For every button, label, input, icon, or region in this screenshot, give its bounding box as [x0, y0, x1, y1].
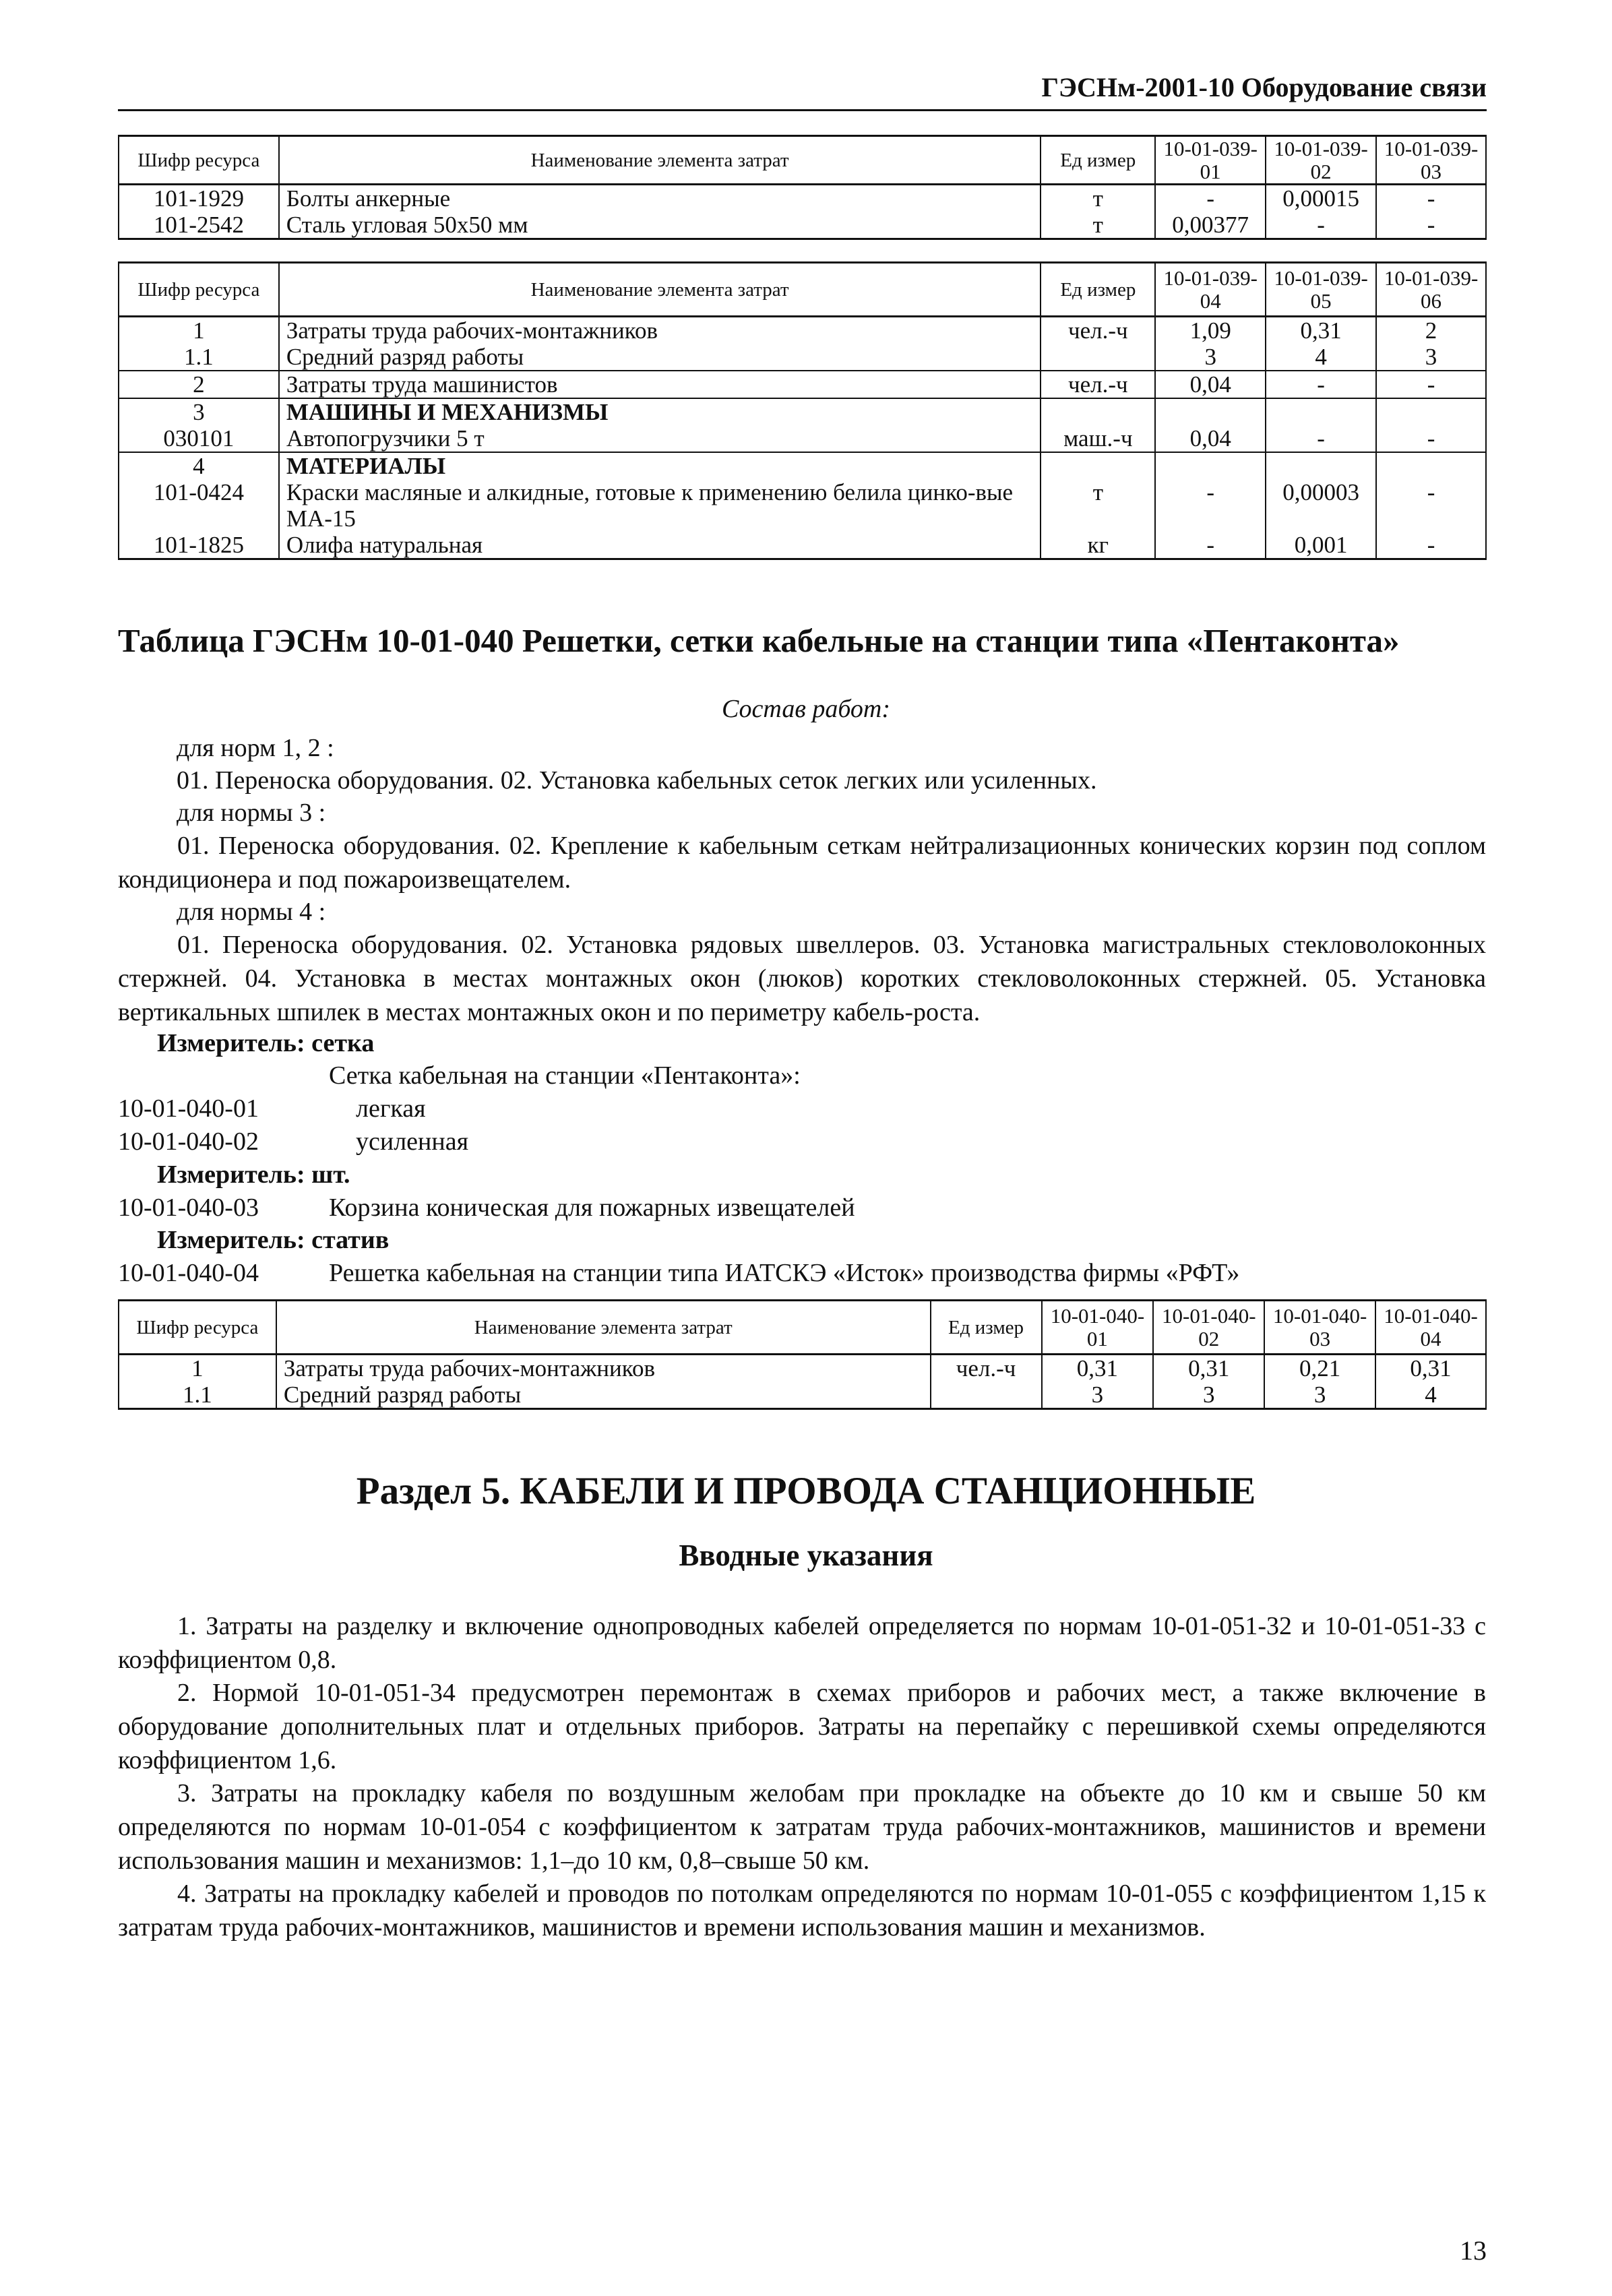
cell-code: 101-1929 — [119, 185, 279, 212]
cell-name: Автопогрузчики 5 т — [279, 425, 1041, 452]
table-row — [119, 398, 1486, 425]
header-name: Наименование элемента затрат — [279, 136, 1041, 185]
cell-unit: чел.-ч — [1041, 317, 1155, 344]
section-title: Раздел 5. КАБЕЛИ И ПРОВОДА СТАНЦИОННЫЕ — [356, 1470, 1256, 1512]
cell-value: 0,31 — [1375, 1355, 1486, 1382]
cell-code: 2 — [119, 371, 279, 398]
norm-code: 10-01-040-03 — [118, 1193, 259, 1222]
cell-unit: т — [1041, 185, 1155, 212]
measure-label: Измеритель: шт. — [157, 1160, 350, 1189]
norm-code: 10-01-040-01 — [118, 1094, 259, 1123]
header-norm: 10-01-040-04 — [1375, 1301, 1486, 1355]
header-norm: 10-01-040-03 — [1264, 1301, 1375, 1355]
cell-value — [1376, 452, 1486, 479]
cell-value: - — [1266, 212, 1376, 239]
header-name: Наименование элемента затрат — [276, 1301, 931, 1355]
table-row — [119, 452, 1486, 479]
instruction-item: 1. Затраты на разделку и включение однопроводных кабелей определяется по нормам 10-01-051-32 и 10-01-051-33 с коэффициентом 0,8. — [118, 1612, 1486, 1674]
cell-value: 0,31 — [1153, 1355, 1264, 1382]
cell-value: 3 — [1042, 1382, 1154, 1409]
table-row — [119, 317, 1486, 344]
cell-name: Краски масляные и алкидные, готовые к применению белила цинко-вые МА-15 — [279, 479, 1041, 532]
cell-unit — [1041, 452, 1155, 479]
cell-name: Затраты труда машинистов — [279, 371, 1041, 398]
cell-code: 1 — [119, 317, 279, 344]
cell-name: Сталь угловая 50х50 мм — [279, 212, 1041, 239]
table-row — [119, 479, 1486, 532]
cell-value: 0,31 — [1042, 1355, 1154, 1382]
cell-value: - — [1155, 479, 1266, 532]
header-code: Шифр ресурса — [119, 263, 279, 317]
cell-value: 4 — [1375, 1382, 1486, 1409]
cell-value — [1266, 452, 1376, 479]
instruction-item: 3. Затраты на прокладку кабеля по воздушным желобам при прокладке на объекте до 10 км и свыше 50 км определяются по нормам 10-01-054 с коэффициентом к затратам труда рабочих-монтажников, машинистов и времени использования машин и механизмов: 1,1–до 10 км, 0,8–свыше 50 км. — [118, 1779, 1486, 1875]
cell-unit: кг — [1041, 532, 1155, 559]
cell-code: 4 — [119, 452, 279, 479]
table-row — [119, 344, 1486, 371]
cell-code: 1.1 — [119, 1382, 276, 1409]
norm-description: усиленная — [356, 1127, 469, 1156]
cell-code: 030101 — [119, 425, 279, 452]
page-number: 13 — [1460, 2235, 1487, 2266]
cell-value: - — [1376, 371, 1486, 398]
header-norm: 10-01-040-01 — [1042, 1301, 1154, 1355]
table-row — [119, 212, 1486, 239]
instruction-item: 2. Нормой 10-01-051-34 предусмотрен перемонтаж в схемах приборов и рабочих мест, а также включение в оборудование дополнительных плат и отдельных приборов. Затраты на перепайку с перешивкой схемы определяются коэффициентом 1,6. — [118, 1679, 1486, 1774]
norm-group-label: для нормы 3 : — [177, 799, 326, 827]
cell-section-name: МАШИНЫ И МЕХАНИЗМЫ — [279, 398, 1041, 425]
cell-value: 0,04 — [1155, 425, 1266, 452]
cell-value: - — [1155, 185, 1266, 212]
cell-value: 3 — [1376, 344, 1486, 371]
norm-description: Решетка кабельная на станции типа ИАТСКЭ «Исток» производства фирмы «РФТ» — [329, 1259, 1240, 1287]
norm-group-label: для нормы 4 : — [177, 898, 326, 926]
cell-unit: маш.-ч — [1041, 425, 1155, 452]
norm-code: 10-01-040-04 — [118, 1259, 259, 1287]
cell-value: 0,21 — [1264, 1355, 1375, 1382]
table-row — [119, 425, 1486, 452]
norm-description: легкая — [356, 1094, 426, 1123]
cell-value: - — [1266, 425, 1376, 452]
cell-value: - — [1376, 212, 1486, 239]
cell-value: 0,00377 — [1155, 212, 1266, 239]
cell-code: 1.1 — [119, 344, 279, 371]
norm-description: Корзина коническая для пожарных извещателей — [329, 1193, 855, 1222]
cell-value: 3 — [1264, 1382, 1375, 1409]
cell-value — [1266, 398, 1376, 425]
cell-name: Затраты труда рабочих-монтажников — [279, 317, 1041, 344]
table-row — [119, 1382, 1486, 1409]
header-name: Наименование элемента затрат — [279, 263, 1041, 317]
table-row — [119, 532, 1486, 559]
cell-value: 2 — [1376, 317, 1486, 344]
table-row — [119, 1355, 1486, 1382]
cell-value: 0,00015 — [1266, 185, 1376, 212]
cell-name: Затраты труда рабочих-монтажников — [276, 1355, 931, 1382]
table-title: Таблица ГЭСНм 10-01-040 Решетки, сетки кабельные на станции типа «Пентаконта» — [118, 622, 1400, 659]
cell-value: - — [1376, 185, 1486, 212]
cell-value: 3 — [1153, 1382, 1264, 1409]
cell-unit — [1041, 398, 1155, 425]
cell-value: 0,31 — [1266, 317, 1376, 344]
work-step-text: 01. Переноска оборудования. 02. Крепление к кабельным сеткам нейтрализационных конических корзин под соплом кондиционера и под пожароизвещателем. — [118, 832, 1486, 894]
cell-value: 4 — [1266, 344, 1376, 371]
cell-code: 101-2542 — [119, 212, 279, 239]
header-norm: 10-01-039-02 — [1266, 136, 1376, 185]
cell-unit: чел.-ч — [1041, 371, 1155, 398]
norm-group-title: Сетка кабельная на станции «Пентаконта»: — [329, 1061, 801, 1090]
header-unit: Ед измер — [1041, 136, 1155, 185]
header-norm: 10-01-039-06 — [1376, 263, 1486, 317]
composition-heading: Состав работ: — [721, 695, 891, 723]
cell-code: 101-1825 — [119, 532, 279, 559]
cell-value: 0,001 — [1266, 532, 1376, 559]
cell-name: Олифа натуральная — [279, 532, 1041, 559]
instruction-item: 4. Затраты на прокладку кабелей и проводов по потолкам определяются по нормам 10-01-055 с коэффициентом 1,15 к затратам труда рабочих-монтажников, машинистов и времени использования машин и механизмов. — [118, 1880, 1486, 1942]
resource-table-039-a — [118, 135, 1487, 240]
cell-value: - — [1266, 371, 1376, 398]
cell-unit: чел.-ч — [931, 1355, 1042, 1382]
cell-value: - — [1155, 532, 1266, 559]
running-header: ГЭСНм-2001-10 Оборудование связи — [118, 70, 1487, 111]
cell-name: Средний разряд работы — [276, 1382, 931, 1409]
norm-group-label: для норм 1, 2 : — [177, 734, 334, 762]
cell-code: 1 — [119, 1355, 276, 1382]
header-norm: 10-01-039-01 — [1155, 136, 1266, 185]
header-norm: 10-01-039-03 — [1376, 136, 1486, 185]
cell-value: 1,09 — [1155, 317, 1266, 344]
norm-code: 10-01-040-02 — [118, 1127, 259, 1156]
header-code: Шифр ресурса — [119, 136, 279, 185]
cell-value: 0,04 — [1155, 371, 1266, 398]
cell-value: - — [1376, 425, 1486, 452]
table-row — [119, 371, 1486, 398]
header-unit: Ед измер — [931, 1301, 1042, 1355]
cell-value: 3 — [1155, 344, 1266, 371]
cell-value: 0,00003 — [1266, 479, 1376, 532]
header-norm: 10-01-039-04 — [1155, 263, 1266, 317]
cell-unit: т — [1041, 212, 1155, 239]
header-code: Шифр ресурса — [119, 1301, 276, 1355]
measure-label: Измеритель: статив — [157, 1226, 390, 1254]
cell-name: Средний разряд работы — [279, 344, 1041, 371]
section-subtitle: Вводные указания — [679, 1539, 933, 1572]
header-unit: Ед измер — [1041, 263, 1155, 317]
cell-unit — [931, 1382, 1042, 1409]
cell-unit — [1041, 344, 1155, 371]
cell-code: 101-0424 — [119, 479, 279, 532]
header-norm: 10-01-040-02 — [1153, 1301, 1264, 1355]
work-step-text: 01. Переноска оборудования. 02. Установка рядовых швеллеров. 03. Установка магистральных стекловолоконных стержней. 04. Установка в местах монтажных окон (люков) коротких стекловолоконных стержней. 05. Установка вертикальных шпилек в местах монтажных окон и по периметру кабель-роста. — [118, 931, 1486, 1026]
resource-table-040 — [118, 1299, 1487, 1410]
cell-value — [1376, 398, 1486, 425]
cell-name: Болты анкерные — [279, 185, 1041, 212]
cell-section-name: МАТЕРИАЛЫ — [279, 452, 1041, 479]
cell-value: - — [1376, 479, 1486, 532]
header-norm: 10-01-039-05 — [1266, 263, 1376, 317]
cell-unit: т — [1041, 479, 1155, 532]
resource-table-039-b — [118, 261, 1487, 560]
cell-value: - — [1376, 532, 1486, 559]
table-row — [119, 185, 1486, 212]
cell-code: 3 — [119, 398, 279, 425]
work-step-text: 01. Переноска оборудования. 02. Установка кабельных сеток легких или усиленных. — [177, 766, 1097, 795]
cell-value — [1155, 398, 1266, 425]
cell-value — [1155, 452, 1266, 479]
measure-label: Измеритель: сетка — [157, 1029, 375, 1057]
